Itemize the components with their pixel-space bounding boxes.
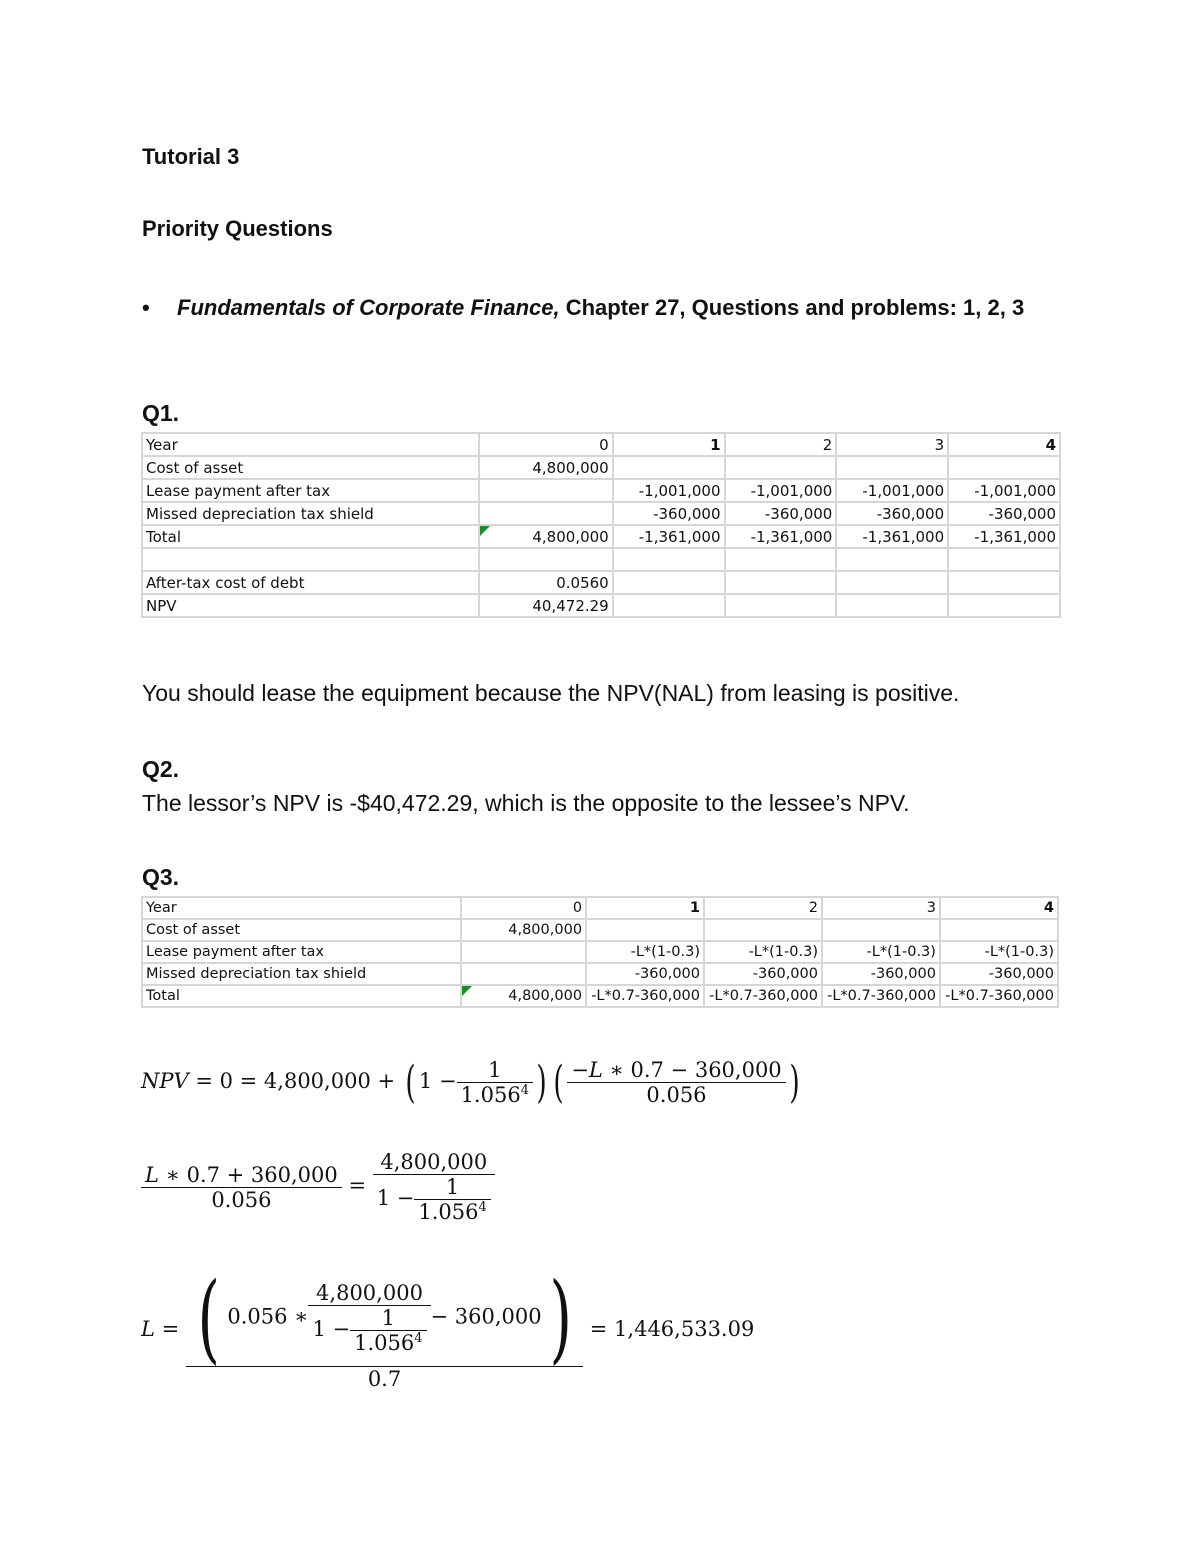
table-cell: 4 [940, 897, 1058, 919]
right-paren: ) [536, 1056, 547, 1108]
eq2-rhs-num: 4,800,000 [380, 1150, 488, 1174]
table-cell: 0 [461, 897, 586, 919]
table-cell: -360,000 [704, 963, 822, 985]
row-label: Lease payment after tax [142, 941, 461, 963]
table-cell: -360,000 [822, 963, 940, 985]
eq1-one-minus: 1 − [418, 1069, 457, 1093]
eq3-equals: = [161, 1317, 180, 1341]
table-cell: -1,361,000 [725, 525, 837, 548]
q3-label: Q3. [142, 864, 180, 890]
row-label: Lease payment after tax [142, 479, 479, 502]
row-label: Cost of asset [142, 919, 461, 941]
table-cell: -360,000 [940, 963, 1058, 985]
table-row [142, 963, 1058, 985]
table-cell [948, 548, 1060, 571]
table-cell [836, 594, 948, 617]
table-row [142, 502, 1060, 525]
table-cell [461, 941, 586, 963]
table-cell [613, 548, 725, 571]
table-cell: 1 [586, 897, 704, 919]
eq2-exp: 4 [478, 1200, 487, 1215]
table-cell: -1,361,000 [613, 525, 725, 548]
table-cell [613, 456, 725, 479]
row-label: NPV [142, 594, 479, 617]
table-cell [836, 456, 948, 479]
q2-label: Q2. [142, 756, 180, 782]
eq2-rhs-fraction [373, 1150, 495, 1224]
table-cell: -L*(1-0.3) [586, 941, 704, 963]
eq2-inner-num: 1 [445, 1175, 460, 1199]
table-cell: -L*(1-0.3) [822, 941, 940, 963]
eq2-inner-den: 1.056 [418, 1200, 479, 1224]
eq1-exp: 4 [520, 1083, 529, 1098]
q1-label: Q1. [142, 400, 180, 426]
table-row [142, 571, 1060, 594]
table-cell: 2 [704, 897, 822, 919]
table-cell [948, 456, 1060, 479]
table-cell [822, 919, 940, 941]
eq3-exp: 4 [414, 1331, 423, 1346]
table-cell [948, 571, 1060, 594]
bullet-item [142, 290, 1062, 326]
table-cell: -360,000 [725, 502, 837, 525]
eq2-equals: = [348, 1173, 367, 1198]
table-cell: -L*0.7-360,000 [704, 985, 822, 1007]
eq2-one-minus: 1 − [376, 1186, 415, 1210]
right-paren: ) [549, 1262, 572, 1374]
table-cell: -360,000 [613, 502, 725, 525]
eq2-lhs-den: 0.056 [141, 1187, 342, 1212]
row-label: Total [142, 985, 461, 1007]
table-cell: 2 [725, 433, 837, 456]
table-cell [725, 548, 837, 571]
table-cell: 3 [836, 433, 948, 456]
eq1-cf-L: −L [571, 1058, 603, 1082]
table-cell [940, 919, 1058, 941]
q1-answer: You should lease the equipment because the NPV(NAL) from leasing is positive. [142, 680, 960, 706]
eq1-npv-symbol: NPV [141, 1069, 189, 1093]
equation-lease-payment [141, 1262, 755, 1391]
table-cell [725, 594, 837, 617]
eq1-frac-num: 1 [488, 1058, 502, 1082]
table-row [142, 456, 1060, 479]
table-cell [836, 571, 948, 594]
left-paren: ( [405, 1056, 416, 1108]
table-cell [836, 548, 948, 571]
table-cell: 1 [613, 433, 725, 456]
table-cell: -1,001,000 [725, 479, 837, 502]
row-label: Total [142, 525, 479, 548]
table-cell: 4,800,000 [461, 919, 586, 941]
table-cell [479, 502, 613, 525]
eq3-inner-num: 4,800,000 [316, 1281, 423, 1305]
eq3-main-fraction [186, 1262, 583, 1391]
row-label: Year [142, 433, 479, 456]
table-cell [948, 594, 1060, 617]
left-paren: ( [197, 1262, 220, 1374]
table-row [142, 919, 1058, 941]
table-cell: -1,001,000 [836, 479, 948, 502]
eq3-inner-fraction [308, 1281, 430, 1355]
table-cell: -L*(1-0.3) [940, 941, 1058, 963]
q3-table [141, 896, 1059, 1008]
row-label [142, 548, 479, 571]
table-row [142, 479, 1060, 502]
bullet-rest: Chapter 27, Questions and problems: 1, 2, 3 [559, 295, 1025, 320]
eq3-inner-b: − 360,000 [430, 1304, 542, 1329]
eq1-discount-fraction [457, 1058, 533, 1107]
eq1-cashflow-fraction [567, 1058, 785, 1107]
table-cell [704, 919, 822, 941]
table-row [142, 941, 1058, 963]
table-row [142, 897, 1058, 919]
table-cell: 3 [822, 897, 940, 919]
table-cell: -1,001,000 [948, 479, 1060, 502]
table-cell [613, 594, 725, 617]
book-title: Fundamentals of Corporate Finance, [177, 295, 560, 320]
page-title: Tutorial 3 [142, 144, 240, 169]
eq3-L: L [141, 1317, 155, 1341]
table-cell [725, 456, 837, 479]
row-label: Cost of asset [142, 456, 479, 479]
row-label: Year [142, 897, 461, 919]
eq3-discount-fraction [350, 1306, 426, 1355]
section-heading: Priority Questions [142, 216, 333, 241]
table-cell: -360,000 [836, 502, 948, 525]
table-cell: -L*0.7-360,000 [822, 985, 940, 1007]
table-cell: -1,001,000 [613, 479, 725, 502]
table-row [142, 594, 1060, 617]
table-cell: 40,472.29 [479, 594, 613, 617]
table-cell: -360,000 [586, 963, 704, 985]
table-cell: 0.0560 [479, 571, 613, 594]
bullet-dot: • [142, 295, 150, 320]
table-cell: -L*(1-0.3) [704, 941, 822, 963]
eq2-lhs-num: ∗ 0.7 + 360,000 [158, 1162, 338, 1187]
eq1-frac-den: 1.056 [460, 1083, 521, 1107]
table-cell: -L*0.7-360,000 [586, 985, 704, 1007]
eq3-one-minus: 1 − [312, 1317, 351, 1341]
row-label: Missed depreciation tax shield [142, 963, 461, 985]
table-cell: -1,361,000 [836, 525, 948, 548]
eq2-lhs-fraction [141, 1163, 342, 1212]
q1-table [141, 432, 1061, 618]
table-row [142, 525, 1060, 548]
row-label: Missed depreciation tax shield [142, 502, 479, 525]
eq3-den: 0.7 [186, 1366, 583, 1391]
table-cell [479, 548, 613, 571]
table-cell [586, 919, 704, 941]
eq1-cf-rest: ∗ 0.7 − 360,000 [602, 1058, 782, 1082]
table-cell: 4 [948, 433, 1060, 456]
eq3-inner-a: 0.056 ∗ [227, 1304, 309, 1329]
eq3-result: = 1,446,533.09 [589, 1317, 755, 1341]
left-paren: ( [553, 1056, 564, 1108]
table-cell [461, 963, 586, 985]
table-row [142, 433, 1060, 456]
table-cell [725, 571, 837, 594]
table-row [142, 548, 1060, 571]
row-label: After-tax cost of debt [142, 571, 479, 594]
table-cell [479, 479, 613, 502]
table-cell: 4,800,000 [479, 456, 613, 479]
table-row [142, 985, 1058, 1007]
eq1-cf-den: 0.056 [567, 1082, 785, 1107]
table-cell: 4,800,000 [479, 525, 613, 548]
eq3-disc-den: 1.056 [354, 1331, 415, 1355]
table-cell: 0 [479, 433, 613, 456]
equation-npv [141, 1058, 803, 1107]
q2-answer: The lessor’s NPV is -$40,472.29, which is the opposite to the lessee’s NPV. [142, 790, 910, 816]
eq2-L: L [145, 1162, 159, 1187]
table-cell: -360,000 [948, 502, 1060, 525]
table-cell: 4,800,000 [461, 985, 586, 1007]
table-cell [613, 571, 725, 594]
right-paren: ) [789, 1056, 800, 1108]
table-cell: -L*0.7-360,000 [940, 985, 1058, 1007]
eq1-middle: = 0 = 4,800,000 + [188, 1069, 402, 1093]
table-cell: -1,361,000 [948, 525, 1060, 548]
eq3-disc-num: 1 [381, 1306, 395, 1330]
eq2-inner-fraction [414, 1175, 490, 1224]
equation-rearranged [141, 1150, 495, 1224]
